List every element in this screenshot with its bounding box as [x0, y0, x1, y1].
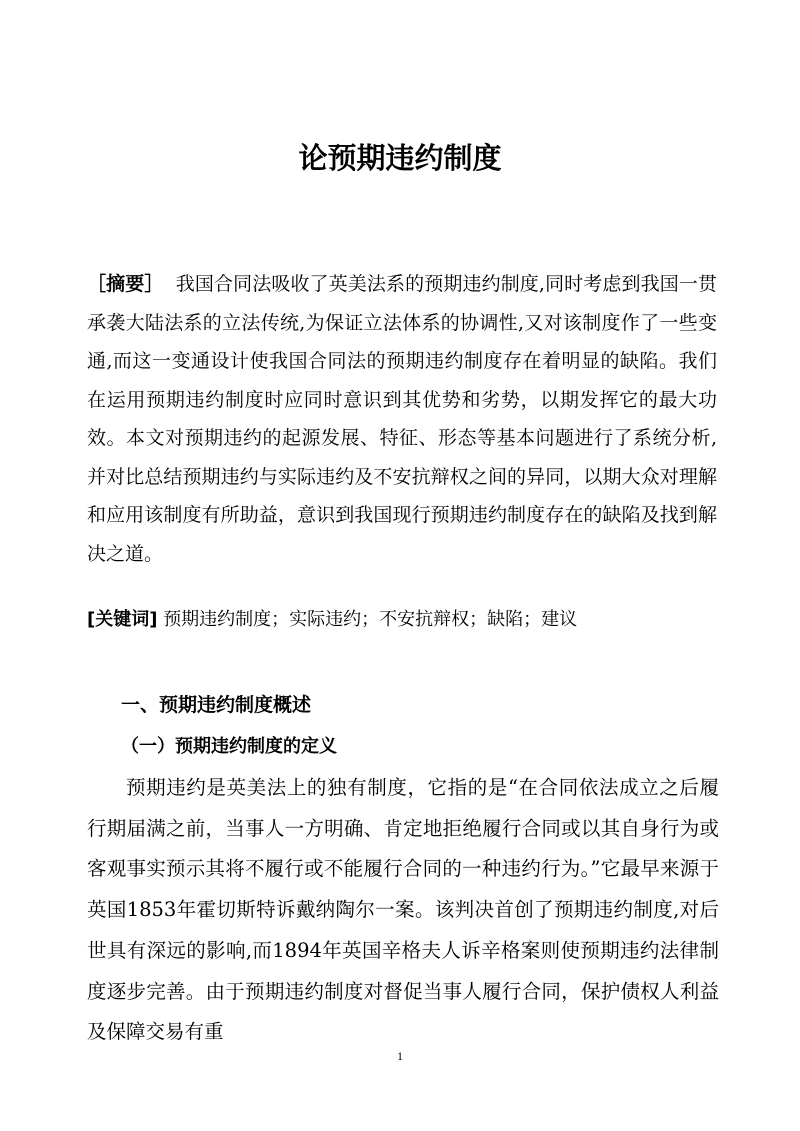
page-number: 1	[397, 1049, 403, 1063]
abstract-text: 我国合同法吸收了英美法系的预期违约制度,同时考虑到我国一贯承袭大陆法系的立法传统,为保证立法体系的协调性,又对该制度作了一些变通,而这一变通设计使我国合同法的预期违约制度存在着明显的缺陷。我们在运用预期违约制度时应同时意识到其优势和劣势，以期发挥它的最大功效。本文对预期违约的起源发展、特征、形态等基本问题进行了系统分析,并对比总结预期违约与实际违约及不安抗辩权之间的异同，以期大众对理解和应用该制度有所助益，意识到我国现行预期违约制度存在的缺陷及找到解决之道。	[87, 273, 717, 565]
keywords-line	[87, 602, 717, 638]
keywords-label: [关键词]	[87, 609, 158, 630]
abstract-paragraph	[87, 265, 717, 573]
subsection-heading: （一）预期违约制度的定义	[121, 736, 337, 757]
document-title: 论预期违约制度	[298, 141, 502, 175]
keywords-text: 预期违约制度；实际违约；不安抗辩权；缺陷；建议	[163, 609, 578, 630]
abstract-label: ［摘要］	[87, 273, 164, 295]
section-heading: 一、预期违约制度概述	[121, 694, 312, 716]
body-paragraph: 预期违约是英美法上的独有制度，它指的是“在合同依法成立之后履行期届满之前，当事人一方明确、肯定地拒绝履行合同或以其自身行为或客观事实预示其将不履行或不能履行合同的一种违约行为。”它最早来源于英国1853年霍切斯特诉戴纳陶尔一案。该判决首创了预期违约制度,对后世具有深远的影响,而1894年英国辛格夫人诉辛格案则使预期违约法律制度逐步完善。由于预期违约制度对督促当事人履行合同，保护债权人利益及保障交易有重	[87, 776, 719, 1044]
